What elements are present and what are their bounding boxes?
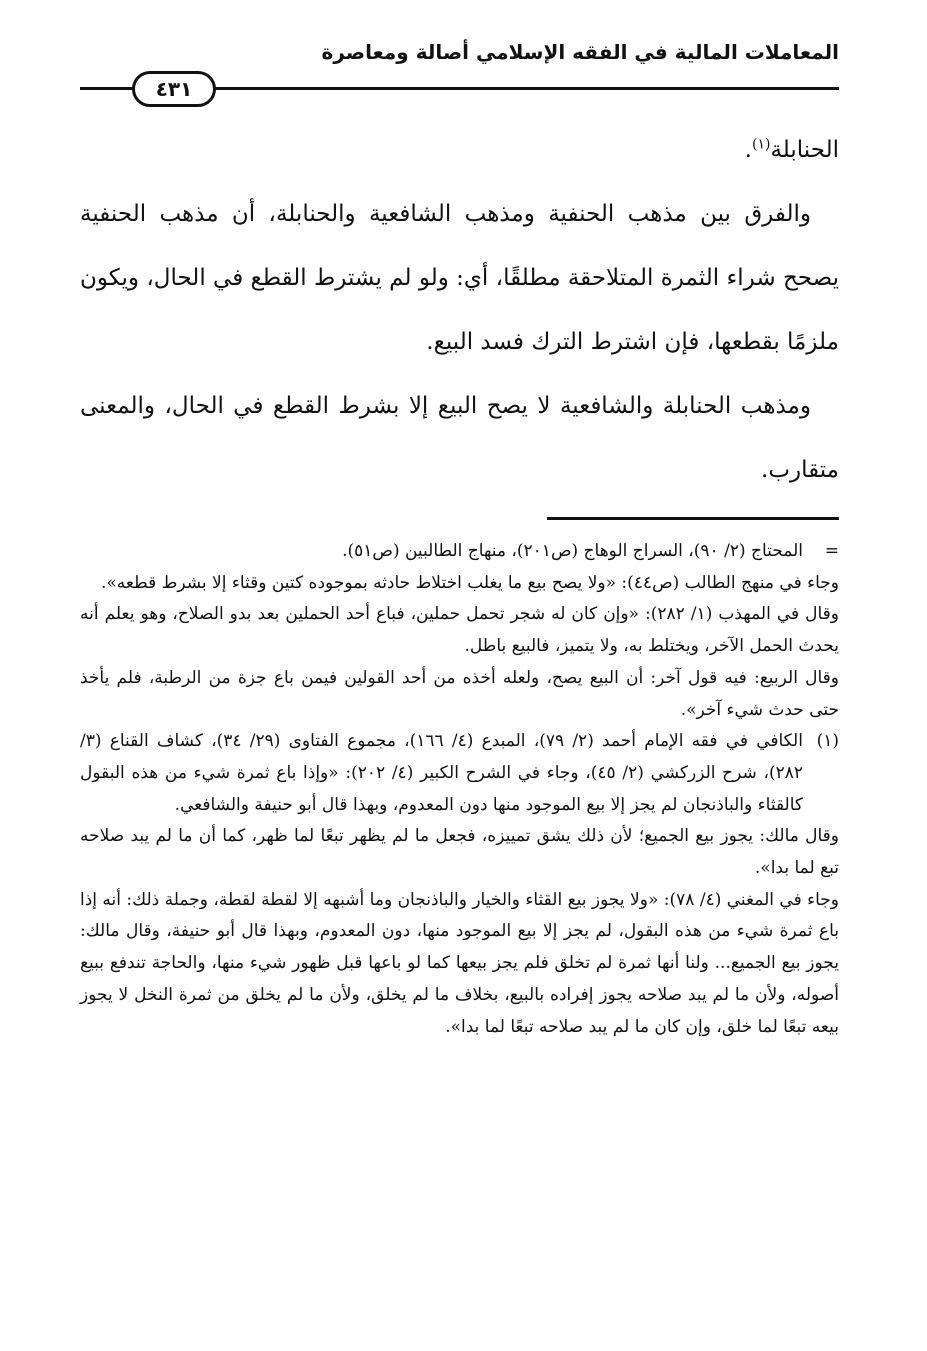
paragraph-1-end: . bbox=[744, 137, 752, 163]
footnote-separator bbox=[547, 517, 839, 520]
footnotes bbox=[80, 536, 839, 1043]
footnote-paragraph: وقال في المهذب (١/ ٢٨٢): «وإن كان له شجر تحمل حملين، فباع أحد الحملين بعد بدو الصلاح، وهو يعلم أنه يحدث الحمل الآخر، ويختلط به، ولا يتميز، فالبيع باطل. bbox=[80, 604, 839, 657]
footnote-1-text: الكافي في فقه الإمام أحمد (٢/ ٧٩)، المبدع (٤/ ١٦٦)، مجموع الفتاوى (٢٩/ ٣٤)، كشاف القناع (٣/ ٢٨٢)، شرح الزركشي (٢/ ٤٥)، وجاء في الشرح الكبير (٤/ ٢٠٢): «وإذا باع ثمرة شيء من هذه البقول كالقثاء والباذنجان لم يجز إلا بيع الموجود منها دون المعدوم، وبهذا قال أبو حنيفة والشافعي. bbox=[80, 731, 803, 815]
main-text bbox=[80, 118, 839, 502]
paragraph-3: ومذهب الحنابلة والشافعية لا يصح البيع إلا بشرط القطع في الحال، والمعنى متقارب. bbox=[80, 393, 839, 483]
footnote-paragraph: وجاء في المغني (٤/ ٧٨): «ولا يجوز بيع القثاء والخيار والباذنجان وما أشبهه إلا لقطة لقطة، وجملة ذلك: أنه إذا باع ثمرة شيء من هذه البقول، لم يجز إلا بيع الموجود منها، دون المعدوم، وبهذا قال أبو حنيفة، وقال مالك: يجوز بيع الجميع... ولنا أنها ثمرة لم تخلق فلم يجز بيعها كما لو باعها قبل ظهور شيء منها، والحاجة تندفع ببيع أصوله، ولأن ما لم يبد صلاحه يجوز إفراده بالبيع، بخلاف ما لم يخلق، ولأن ما لم يخلق من ثمرة النخل لا يجوز بيعه تبعًا لما خلق، وإن كان ما لم يبد صلاحه تبعًا لما بدا». bbox=[80, 889, 840, 1037]
footnote-marker-1: (١) bbox=[751, 136, 771, 153]
footnote-continued-text: المحتاج (٢/ ٩٠)، السراج الوهاج (ص٢٠١)، منهاج الطالبين (ص٥١). bbox=[342, 541, 803, 561]
footnote-paragraph: وقال الربيع: فيه قول آخر: أن البيع يصح، ولعله أخذه من أحد القولين فيمن باع جزة من الرطبة، فلم يأخذ حتى حدث شيء آخر». bbox=[80, 667, 839, 720]
footnote-1 bbox=[80, 726, 839, 821]
footnote-continued bbox=[80, 536, 839, 568]
page-number-badge: ٤٣١ bbox=[132, 71, 216, 107]
footnote-paragraph: وجاء في منهج الطالب (ص٤٤): «ولا يصح بيع ما يغلب اختلاط حادثه بموجوده كتين وقثاء إلا بشرط قطعه». bbox=[101, 572, 839, 593]
paragraph-1 bbox=[80, 118, 839, 182]
paragraph-1-text: الحنابلة bbox=[770, 137, 839, 163]
paragraph-2: والفرق بين مذهب الحنفية ومذهب الشافعية والحنابلة، أن مذهب الحنفية يصحح شراء الثمرة المتلاحقة مطلقًا، أي: ولو لم يشترط القطع في الحال، ويكون ملزمًا بقطعها، فإن اشترط الترك فسد البيع. bbox=[80, 201, 839, 355]
footnote-continued-label: = bbox=[824, 541, 839, 561]
footnote-paragraph: وقال مالك: يجوز بيع الجميع؛ لأن ذلك يشق تمييزه، فجعل ما لم يظهر تبعًا لما ظهر، كما أن ما لم يبد صلاحه تبع لما بدا». bbox=[80, 826, 839, 879]
footnote-1-label: (١) bbox=[816, 731, 839, 752]
running-header-title: المعاملات المالية في الفقه الإسلامي أصالة ومعاصرة bbox=[321, 40, 839, 64]
